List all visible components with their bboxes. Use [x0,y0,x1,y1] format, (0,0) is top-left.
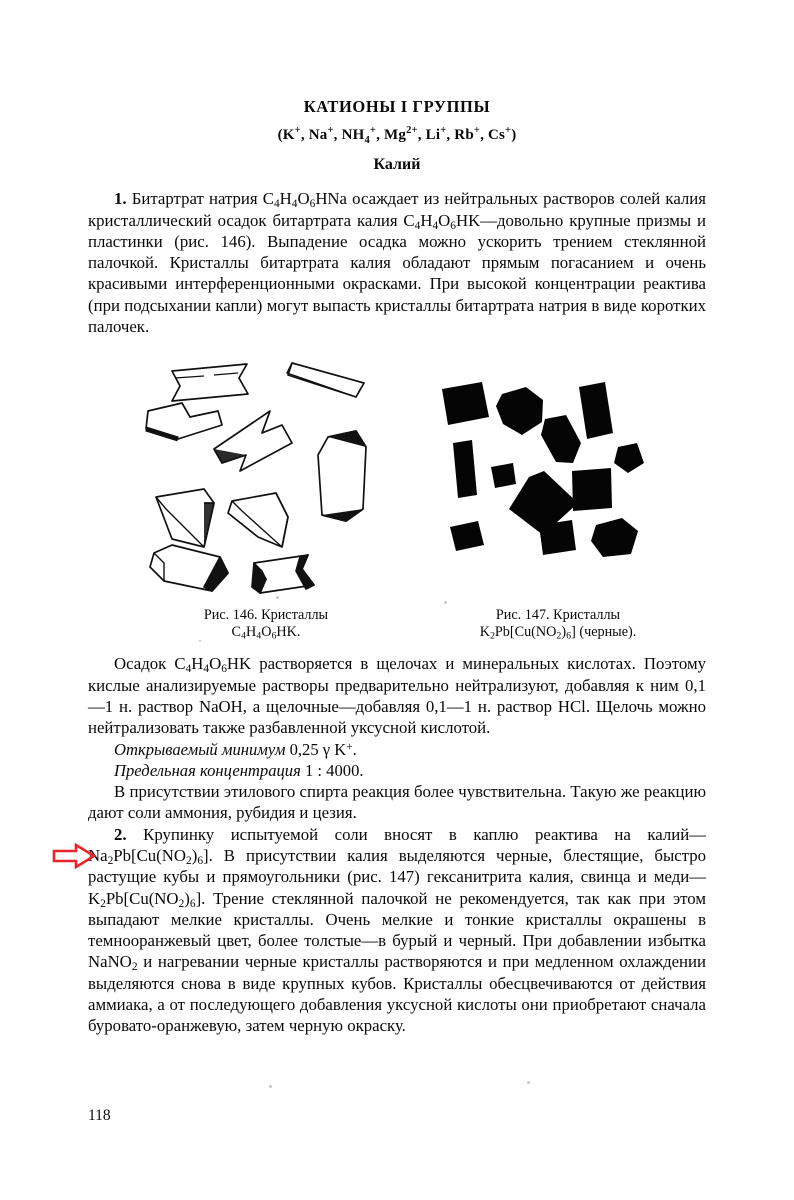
cation-nh4: $NH_4^+$ [341,125,377,147]
figure-captions [88,607,706,653]
cation-rb: Rb+ [454,125,481,144]
chapter-title: КАТИОНЫ I ГРУППЫ [303,97,491,116]
list-number-1: 1. [114,189,127,209]
paragraph-1: 1. Битартрат натрия $C_4H_4O_6HNa$ осаждает из нейтральных растворов солей калия кристаллический осадок битартрата калия $C_4H_4O_6HK—довольно$ крупные призмы и пластинки (рис. 146). Выпадение осадка можно ускорить трением стеклянной палочкой. Кристаллы битартрата калия обладают прямым погасанием и очень красивыми интерференционными окрасками. При высокой концентрации реактива (при подсыхании капли) могут выпасть кристаллы битартрата натрия в виде коротких палочек. [88,189,706,337]
figure-146-image [142,351,392,601]
page-content-column [88,0,706,1037]
count-sub: 4 [364,135,370,147]
charge-sup: + [369,125,377,137]
figure-147-caption-suffix: (черные). [579,624,637,641]
charge-sup: + [440,125,447,137]
cation-li: Li+ [425,125,447,144]
figure-146-caption [126,607,406,641]
paren-close: ) [511,127,517,144]
cation-mg: $Mg^{2+}$ [384,125,418,144]
detection-minimum-line: Открываемый минимум 0,25 γ K+. [114,739,357,759]
figure-row [88,351,706,603]
figure-146-caption-line1: Рис. 146. Кристаллы [203,607,329,624]
page-number: 118 [88,1107,111,1124]
figure-147-caption [418,607,698,641]
charge-sup: + [327,125,334,137]
paragraph-2: Осадок $C_4H_4O_6HK$ растворяется в щелочах и минеральных кислотах. Поэтому кислые анализируемые растворы предварительно нейтрализуют, добавляя к ним 0,1—1 н. раствор NaOH, а щелочные—добавляя 0,1—1 н. раствор HCl. Щелочь можно нейтрализовать также разбавленной уксусной кислотой. [88,654,706,738]
paragraph-4: 2. Крупинку испытуемой соли вносят в каплю реактива на $калий—Na_2Pb[Cu(NO_2)_6]$. В присутствии калия выделяются черные, блестящие, быстро растущие кубы и прямоугольники (рис. 147) гексанитрита калия, свинца и $меди—K_2Pb[Cu(NO_2)_6]$. Трение стеклянной палочкой не рекомендуется, так как при этом выпадают мелкие кристаллы. Очень мелкие и тонкие кристаллы окрашены в темнооранжевый цвет, более толстые—в бурый и черный. При добавлении избытка NaNO$_2$ и нагревании черные кристаллы растворяются и при медленном охлаждении выделяются снова в виде крупных кубов. Кристаллы обесцвечиваются от действия аммиака, а от последующего добавления уксусной кислоты они приобретают сначала буровато-оранжевую, затем черную окраску. [88,824,706,1036]
scan-speck [527,1081,530,1084]
scan-speck [444,601,447,604]
list-number-2: 2. [114,824,127,844]
figure-147-caption-line1: Рис. 147. Кристаллы [495,607,621,624]
cation-na: Na+ [308,125,334,144]
charge-sup: 2+ [406,125,418,137]
charge-sup: + [505,125,512,137]
scan-speck [269,1085,272,1088]
detection-minimum-value: 0,25 γ K+. [289,739,357,759]
limiting-concentration-value: 1 : 4000. [304,760,364,780]
figure-147-formula: $K_2Pb[Cu(NO_2)_6]$ [479,624,576,642]
limiting-concentration-line: Предельная концентрация 1 : 4000. [114,760,364,780]
red-annotation-arrow-icon [52,843,96,869]
scan-speck [199,640,201,642]
cation-k: K+ [282,125,301,144]
cation-formula-list: (K+, Na+, $NH_4^+$, $Mg^{2+}$, Li+, Rb+, Cs+) [277,125,517,147]
figure-147-image [406,351,656,601]
paren-open: ( [277,127,283,144]
figure-146-formula: $C_4H_4O_6HK$. [231,624,301,642]
section-title: Калий [373,155,421,173]
scan-speck [276,596,279,599]
charge-sup: + [294,125,301,137]
paragraph-3: В присутствии этилового спирта реакция более чувствительна. Такую же реакцию дают соли аммония, рубидия и цезия. [88,782,706,823]
charge-sup: + [473,125,481,137]
cation-cs: Cs+ [487,125,512,144]
